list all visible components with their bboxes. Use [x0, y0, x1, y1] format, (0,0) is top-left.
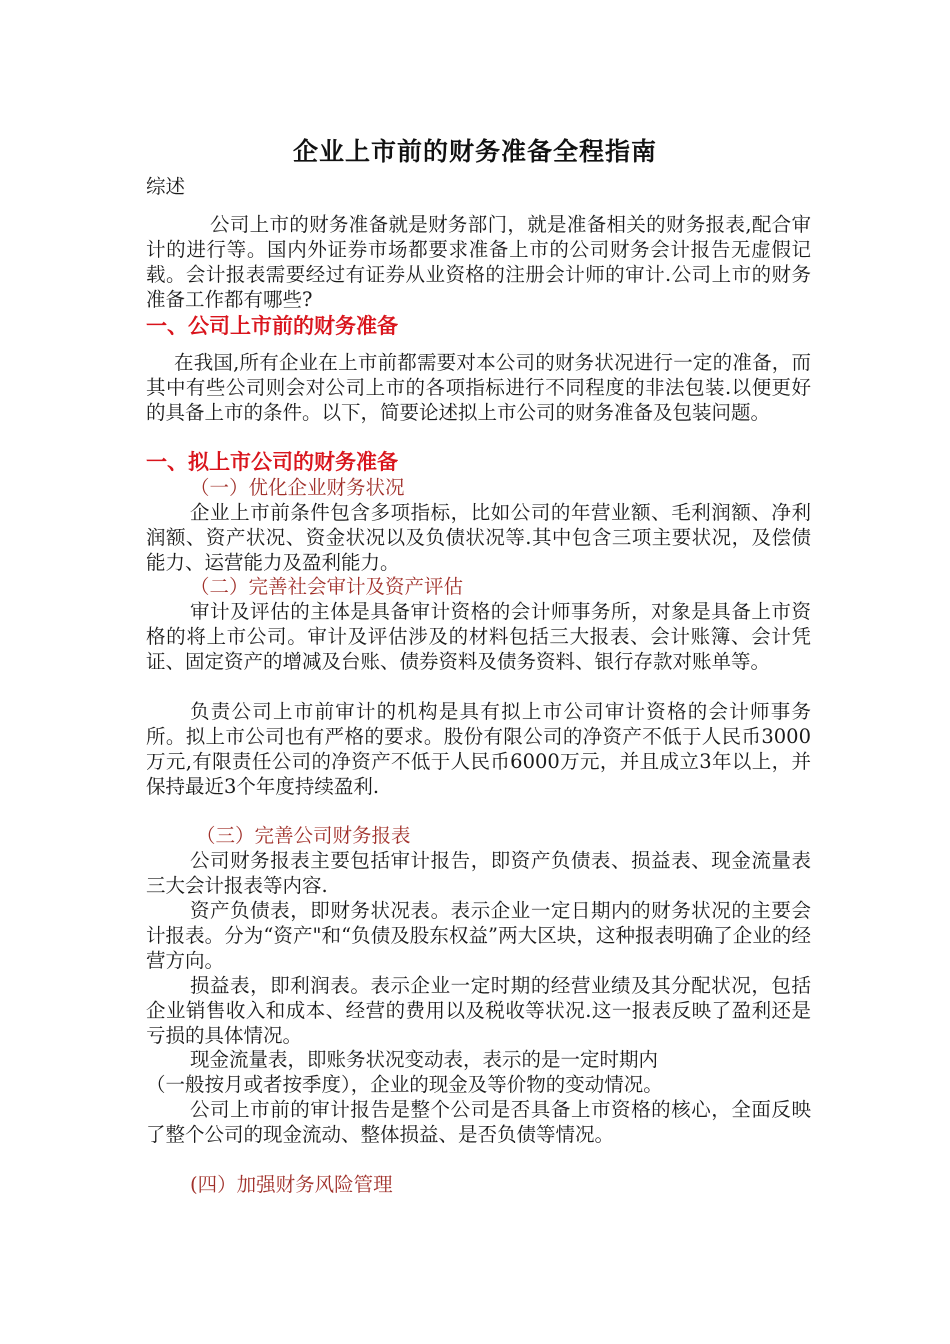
- section-1-paragraph: [146, 350, 811, 425]
- subsection-3-text-5: 公司上市前的审计报告是整个公司是否具备上市资格的核心，全面反映了整个公司的现金流动、整体损益、是否负债等情况。: [146, 1098, 811, 1146]
- subsection-3-text-4-line-1: 现金流量表，即账务状况变动表，表示的是一定时期内: [190, 1048, 659, 1071]
- subsection-1-paragraph: [146, 500, 811, 575]
- subsection-3-text-4-line-2: （一般按月或者按季度），企业的现金及等价物的变动情况。: [146, 1073, 663, 1096]
- subsection-2-text-2: 负责公司上市前审计的机构是具有拟上市公司审计资格的会计师事务所。拟上市公司也有严格的要求。股份有限公司的净资产不低于人民币3000万元,有限责任公司的净资产不低于人民币6000万元，并且成立3年以上，并保持最近3个年度持续盈利.: [146, 700, 811, 798]
- subsection-2-paragraph-1: [146, 599, 811, 674]
- subsection-3-heading: （三）完善公司财务报表: [196, 824, 411, 847]
- section-1-heading: 一、公司上市前的财务准备: [146, 313, 398, 338]
- intro-paragraph: [146, 212, 811, 312]
- subsection-3-paragraph-1: [146, 848, 811, 898]
- subsection-2-paragraph-2: [146, 699, 811, 799]
- overview-label: 综述: [146, 175, 186, 198]
- intro-text: 公司上市的财务准备就是财务部门，就是准备相关的财务报表,配合审计的进行等。国内外证券市场都要求准备上市的公司财务会计报告无虚假记载。会计报表需要经过有证券从业资格的注册会计师的审计.公司上市的财务准备工作都有哪些?: [146, 213, 811, 311]
- subsection-3-text-1: 公司财务报表主要包括审计报告，即资产负债表、损益表、现金流量表三大会计报表等内容.: [146, 849, 811, 897]
- subsection-3-paragraph-2: [146, 898, 811, 973]
- section-2-heading: 一、拟上市公司的财务准备: [146, 449, 398, 474]
- subsection-3-paragraph-3: [146, 973, 811, 1048]
- subsection-3-text-2: 资产负债表，即财务状况表。表示企业一定日期内的财务状况的主要会计报表。分为“资产"和“负债及股东权益”两大区块，这种报表明确了企业的经营方向。: [146, 899, 811, 972]
- subsection-1-heading: （一）优化企业财务状况: [190, 476, 405, 499]
- subsection-2-text-1: 审计及评估的主体是具备审计资格的会计师事务所，对象是具备上市资格的将上市公司。审计及评估涉及的材料包括三大报表、会计账簿、会计凭证、固定资产的增减及台账、债券资料及债务资料、银行存款对账单等。: [146, 600, 811, 673]
- subsection-3-text-3: 损益表，即利润表。表示企业一定时期的经营业绩及其分配状况，包括企业销售收入和成本、经营的费用以及税收等状况.这一报表反映了盈利还是亏损的具体情况。: [146, 974, 811, 1047]
- section-1-text: 在我国,所有企业在上市前都需要对本公司的财务状况进行一定的准备，而其中有些公司则会对公司上市的各项指标进行不同程度的非法包装.以便更好的具备上市的条件。以下，简要论述拟上市公司的财务准备及包装问题。: [146, 351, 811, 424]
- subsection-3-paragraph-5: [146, 1097, 811, 1147]
- document-title: 企业上市前的财务准备全程指南: [292, 137, 657, 166]
- subsection-3-paragraph-4: [146, 1047, 811, 1097]
- subsection-1-text: 企业上市前条件包含多项指标，比如公司的年营业额、毛利润额、净利润额、资产状况、资金状况以及负债状况等.其中包含三项主要状况，及偿债能力、运营能力及盈利能力。: [146, 501, 811, 574]
- subsection-4-heading: (四）加强财务风险管理: [190, 1173, 393, 1196]
- subsection-2-heading: （二）完善社会审计及资产评估: [190, 575, 464, 598]
